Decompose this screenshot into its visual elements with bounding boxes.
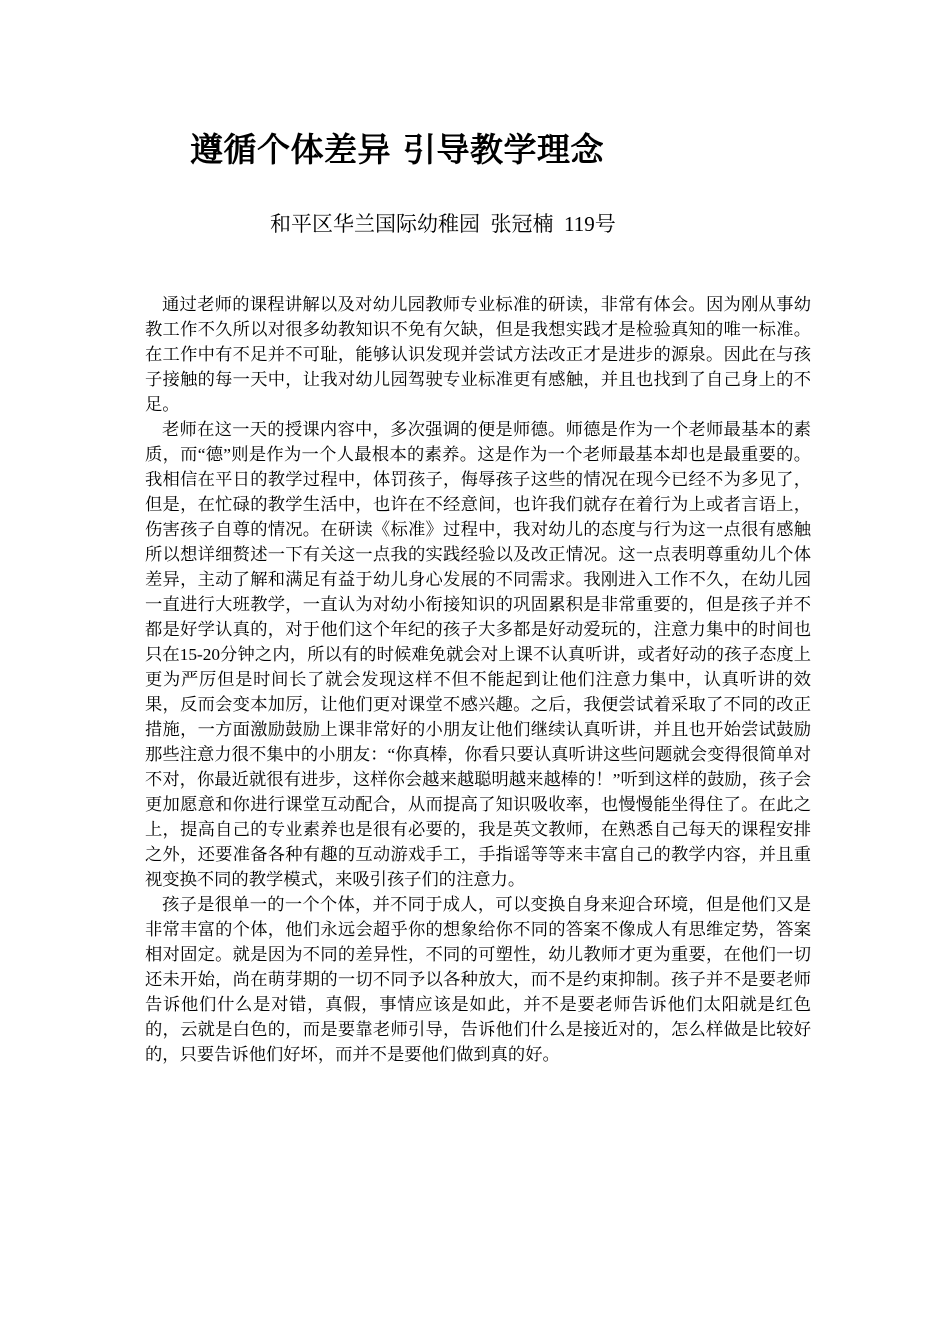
author-byline: 和平区华兰国际幼稚园 张冠楠 119号 — [270, 212, 616, 236]
body-paragraph: 孩子是很单一的一个个体，并不同于成人，可以变换自身来迎合环境，但是他们又是非常丰富的个体，他们永远会超乎你的想象给你不同的答案不像成人有思维定势，答案相对固定。就是因为不同的差异性，不同的可塑性，幼儿教师才更为重要，在他们一切还未开始，尚在萌芽期的一切不同予以各种放大，而不是约束抑制。孩子并不是要老师告诉他们什么是对错，真假，事情应该是如此，并不是要老师告诉他们太阳就是红色的，云就是白色的，而是要靠老师引导，告诉他们什么是接近对的，怎么样做是比较好的，只要告诉他们好坏，而并不是要他们做到真的好。 — [145, 895, 811, 1064]
body-paragraph: 老师在这一天的授课内容中，多次强调的便是师德。师德是作为一个老师最基本的素质，而“德”则是作为一个人最根本的素养。这是作为一个老师最基本却也是最重要的。我相信在平日的教学过程中，体罚孩子，侮辱孩子这些的情况在现今已经不为多见了，但是，在忙碌的教学生活中，也许在不经意间，也许我们就存在着行为上或者言语上，伤害孩子自尊的情况。在研读《标准》过程中，我对幼儿的态度与行为这一点很有感触所以想详细赘述一下有关这一点我的实践经验以及改正情况。这一点表明尊重幼儿个体差异，主动了解和满足有益于幼儿身心发展的不同需求。我刚进入工作不久，在幼儿园一直进行大班教学，一直认为对幼小衔接知识的巩固累积是非常重要的，但是孩子并不都是好学认真的，对于他们这个年纪的孩子大多都是好动爱玩的，注意力集中的时间也只在15-20分钟之内，所以有的时候难免就会对上课不认真听讲，或者好动的孩子态度上更为严厉但是时间长了就会发现这样不但不能起到让他们注意力集中，认真听讲的效果，反而会变本加厉，让他们更对课堂不感兴趣。之后，我便尝试着采取了不同的改正措施，一方面激励鼓励上课非常好的小朋友让他们继续认真听讲，并且也开始尝试鼓励那些注意力很不集中的小朋友：“你真棒，你看只要认真听讲这些问题就会变得很简单对不对，你最近就很有进步，这样你会越来越聪明越来越棒的！”听到这样的鼓励，孩子会更加愿意和你进行课堂互动配合，从而提高了知识吸收率，也慢慢能坐得住了。在此之上，提高自己的专业素养也是很有必要的，我是英文教师，在熟悉自己每天的课程安排之外，还要准备各种有趣的互动游戏手工，手指谣等等来丰富自己的教学内容，并且重视变换不同的教学模式，来吸引孩子们的注意力。 — [145, 420, 811, 889]
body-paragraph: 通过老师的课程讲解以及对幼儿园教师专业标准的研读，非常有体会。因为刚从事幼教工作不久所以对很多幼教知识不免有欠缺，但是我想实践才是检验真知的唯一标准。在工作中有不足并不可耻，能够认识发现并尝试方法改正才是进步的源泉。因此在与孩子接触的每一天中，让我对幼儿园驾驶专业标准更有感触，并且也找到了自己身上的不足。 — [145, 295, 811, 414]
document-body — [145, 292, 811, 1067]
document-title: 遵循个体差异 引导教学理念 — [190, 130, 604, 169]
